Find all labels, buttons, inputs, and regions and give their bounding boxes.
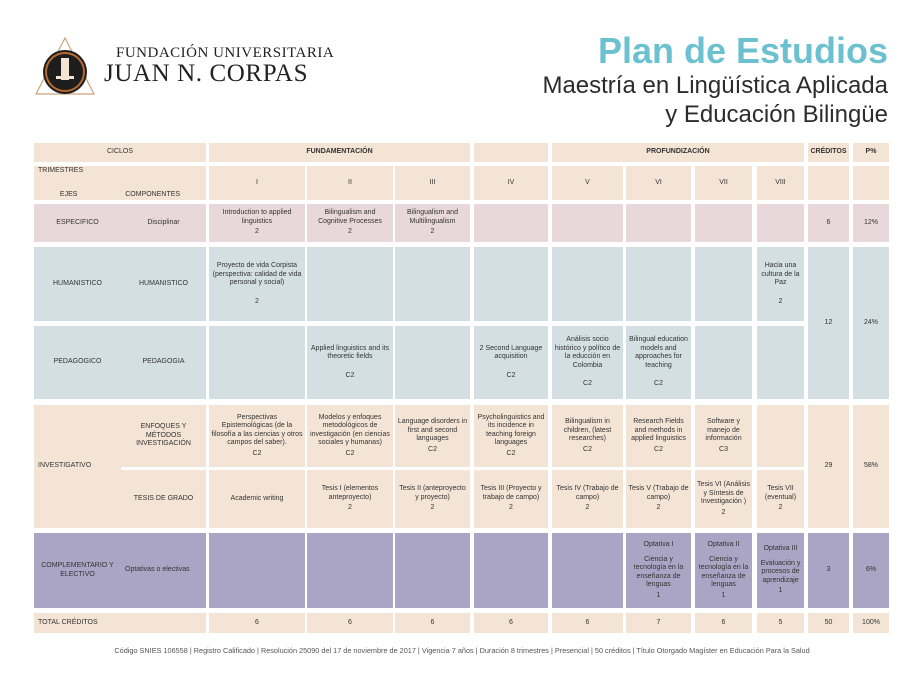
org-name-line1: FUNDACIÓN UNIVERSITARIA: [116, 45, 335, 61]
course-name: Tesis V (Trabajo de campo): [628, 485, 689, 501]
componente-enfoques: [121, 405, 206, 467]
page-title: Plan de Estudios: [597, 30, 888, 71]
header-profundizacion: [552, 143, 804, 162]
total-value: 6: [509, 618, 513, 626]
course-cell: [307, 247, 393, 321]
course-cell: [626, 204, 691, 242]
course-credit: 2: [778, 504, 783, 512]
componente-label: ENFOQUES Y MÉTODOS INVESTIGACIÓN: [136, 423, 191, 448]
course-cell: [695, 326, 752, 399]
eje-label: INVESTIGATIVO: [38, 462, 92, 470]
total-value-cell: [209, 613, 305, 633]
course-cell: [395, 247, 470, 321]
course-name: Bilingualism and Multilingualism: [407, 209, 458, 225]
header-ciclos: [34, 143, 206, 162]
course-cell: [307, 405, 393, 467]
course-credit: 2: [430, 504, 435, 512]
percent-value: 12%: [863, 218, 878, 226]
header-trimestres: [34, 166, 206, 200]
course-cell: [474, 326, 548, 399]
course-credit: C2: [654, 445, 663, 453]
course-cell: [757, 470, 804, 528]
eje-especifico: [34, 204, 121, 242]
course-name: Tesis I (elementos anteproyecto): [321, 485, 379, 501]
percent-value: 6%: [865, 566, 877, 574]
course-cell: [757, 533, 804, 608]
course-cell: [474, 533, 548, 608]
org-name-line2: JUAN N. CORPAS: [104, 60, 309, 87]
course-cell: [626, 326, 691, 399]
complementario-creditos: [808, 533, 849, 608]
course-cell: [757, 204, 804, 242]
course-name: Software y manejo de información: [705, 418, 742, 442]
trimestre-percent-blank: [853, 166, 889, 200]
course-name: Tesis VI (Análisis y Síntesis de Investigación ): [697, 481, 750, 505]
total-creditos: [808, 613, 849, 633]
componente-humanistico: [121, 247, 206, 321]
course-credit: 2: [778, 297, 783, 305]
course-name: Research Fields and methods in applied linguistics: [631, 418, 686, 442]
trimestre-creditos-blank: [808, 166, 849, 200]
course-cell: [209, 405, 305, 467]
course-cell: [552, 326, 623, 399]
total-label: TOTAL CRÉDITOS: [38, 618, 98, 626]
creditos-value: 50: [824, 618, 833, 626]
course-cell: [552, 204, 623, 242]
eje-investigativo: [34, 405, 121, 528]
componente-pedagogia: [121, 326, 206, 399]
course-cell: [552, 533, 623, 608]
trimestre-label: V: [585, 178, 590, 186]
trimestre-header: [626, 166, 691, 200]
course-name: Introduction to applied linguistics: [222, 209, 292, 225]
eje-complementario: [34, 533, 121, 608]
course-title: Optativa III: [763, 545, 798, 553]
course-credit: 2: [255, 297, 259, 305]
course-cell: [209, 204, 305, 242]
total-value: 6: [585, 618, 590, 626]
course-name: Psycholinguistics and its incidence in teaching foreign languages: [477, 413, 545, 447]
course-name: 2 Second Language acquisition: [479, 344, 543, 361]
course-cell: [757, 405, 804, 467]
header-gap: [474, 143, 548, 162]
course-cell: [395, 533, 470, 608]
especifico-creditos: [808, 204, 849, 242]
course-credit: 2: [721, 508, 726, 516]
trimestre-header: [474, 166, 548, 200]
course-cell: [209, 533, 305, 608]
course-credit: 2: [348, 504, 352, 512]
header-percent: [853, 143, 889, 162]
course-cell: [307, 326, 393, 399]
eje-label: PEDAGOGICO: [53, 358, 102, 366]
course-cell: [474, 247, 548, 321]
trimestre-header: [695, 166, 752, 200]
course-cell: [757, 326, 804, 399]
total-value-cell: [395, 613, 470, 633]
eje-label: COMPLEMENTARIO Y ELECTIVO: [41, 562, 114, 578]
course-name: Bilingualism and Cognitive Processes: [318, 209, 382, 225]
total-value: 7: [656, 618, 661, 626]
total-value: 6: [255, 618, 259, 626]
creditos-value: 3: [826, 566, 831, 574]
trimestre-header: [209, 166, 305, 200]
ciclos-label: CICLOS: [106, 148, 134, 156]
course-name: Tesis II (anteproyecto y proyecto): [399, 485, 466, 501]
eje-humanistico: [34, 247, 121, 321]
course-cell: [395, 405, 470, 467]
complementario-percent: [853, 533, 889, 608]
course-title: Optativa II: [707, 541, 740, 548]
course-credit: C2: [345, 371, 355, 379]
trimestre-label: IV: [507, 178, 515, 186]
course-name: Hacia una cultura de la Paz: [761, 262, 800, 286]
total-value-cell: [695, 613, 752, 633]
course-credit: C2: [583, 380, 592, 388]
course-name: Tesis III (Proyecto y trabajo de campo): [480, 485, 542, 501]
total-label-cell: [34, 613, 206, 633]
trimestre-header: [395, 166, 470, 200]
course-cell: [307, 533, 393, 608]
course-credit: C2: [506, 371, 516, 379]
course-cell: [307, 470, 393, 528]
course-name: Tesis VII (eventual): [764, 485, 797, 501]
course-cell: [695, 405, 752, 467]
header-creditos: [808, 143, 849, 162]
componente-label: HUMANISTICO: [139, 279, 188, 287]
course-name: Ciencia y tecnología en la enseñanza de lenguas: [633, 555, 684, 588]
course-cell: [307, 204, 393, 242]
trimestre-header: [552, 166, 623, 200]
componente-optativas: [121, 533, 206, 608]
course-cell: [626, 533, 691, 608]
course-cell: [209, 470, 305, 528]
course-cell: [209, 326, 305, 399]
creditos-value: 12: [824, 318, 833, 326]
course-credit: 2: [348, 228, 352, 236]
eje-pedagogico: [34, 326, 121, 399]
course-credit: 2: [656, 504, 661, 512]
course-credit: C2: [506, 449, 516, 457]
total-value-cell: [552, 613, 623, 633]
page-subtitle-line1: Maestría en Lingüística Aplicada: [542, 72, 888, 99]
course-credit: 2: [585, 504, 590, 512]
course-credit: 1: [778, 587, 783, 595]
course-credit: 2: [430, 228, 435, 236]
course-name: Language disorders in first and second languages: [397, 418, 468, 442]
course-name: Evaluación y procesos de aprendizaje: [760, 559, 801, 584]
trimestre-label: III: [429, 178, 436, 186]
especifico-percent: [853, 204, 889, 242]
percent-value: 58%: [863, 462, 878, 470]
course-cell: [552, 405, 623, 467]
total-value-cell: [474, 613, 548, 633]
course-cell: [395, 326, 470, 399]
componente-label: TESIS DE GRADO: [133, 494, 194, 502]
componente-label: Disciplinar: [147, 218, 180, 226]
profundizacion-label: PROFUNDIZACIÓN: [646, 148, 710, 156]
course-credit: C2: [252, 449, 262, 457]
footer-info: Código SNIES 106558 | Registro Calificado | Resolución 25090 del 17 de noviembre de 2017 | Vigencia 7 años | Duración 8 trimestres | Presencial | 50 créditos | Título Otorgado Magíster en Educación Para la Salud: [114, 646, 810, 655]
componentes-label: COMPONENTES: [125, 190, 181, 198]
creditos-value: 6: [826, 218, 831, 226]
componente-label: PEDAGOGIA: [142, 358, 185, 366]
course-name: Bilingualism in children, (latest researches): [563, 418, 612, 442]
course-cell: [626, 470, 691, 528]
course-title: Optativa I: [643, 541, 674, 548]
course-cell: [552, 247, 623, 321]
course-cell: [626, 405, 691, 467]
course-credit: 1: [656, 591, 661, 599]
course-cell: [757, 247, 804, 321]
trimestre-label: VII: [719, 178, 728, 186]
trimestre-label: I: [256, 178, 258, 186]
total-value: 5: [778, 618, 783, 626]
total-value: 6: [348, 618, 352, 626]
page-subtitle-line2: y Educación Bilingüe: [665, 101, 888, 128]
total-value: 6: [430, 618, 435, 626]
course-credit: C2: [428, 445, 437, 453]
course-credit: C2: [583, 445, 592, 453]
componente-tesis: [121, 470, 206, 528]
header-fundamentacion: [209, 143, 470, 162]
course-cell: [474, 470, 548, 528]
trimestre-header: [757, 166, 804, 200]
course-cell: [695, 204, 752, 242]
course-credit: 2: [509, 504, 513, 512]
course-name: Ciencia y tecnología en la enseñanza de lenguas: [698, 555, 749, 588]
creditos-label: CRÉDITOS: [810, 148, 847, 156]
ejes-label: EJES: [59, 190, 78, 198]
course-credit: 2: [255, 228, 259, 236]
trimestre-header: [307, 166, 393, 200]
course-name: Academic writing: [230, 494, 284, 502]
course-credit: 1: [721, 591, 726, 599]
course-credit: C3: [719, 445, 728, 453]
trimestre-label: VI: [655, 178, 662, 186]
percent-value: 24%: [863, 318, 878, 326]
total-value: 6: [721, 618, 726, 626]
percent-label: P%: [865, 148, 877, 156]
course-cell: [695, 247, 752, 321]
course-cell: [474, 204, 548, 242]
course-name: Applied linguistics and its theoretic fields: [310, 344, 390, 361]
componente-disciplinar: [121, 204, 206, 242]
trimestre-label: II: [348, 178, 352, 186]
total-value-cell: [307, 613, 393, 633]
course-name: Bilingual education models and approaches for teaching: [629, 336, 688, 369]
total-value-cell: [626, 613, 691, 633]
course-name: Perspectivas Epistemológicas (de la filosofía a las ciencias y otros campos del saber).: [211, 413, 303, 447]
hum-ped-creditos: [808, 247, 849, 399]
investigativo-percent: [853, 405, 889, 528]
course-cell: [395, 470, 470, 528]
course-cell: [474, 405, 548, 467]
total-value-cell: [757, 613, 804, 633]
course-cell: [395, 204, 470, 242]
course-cell: [209, 247, 305, 321]
componente-label: Optativas o electivas: [125, 566, 190, 574]
total-percent: [853, 613, 889, 633]
course-credit: C2: [345, 449, 355, 457]
trimestre-label: VIII: [775, 178, 786, 186]
course-cell: [626, 247, 691, 321]
course-name: Análisis socio histórico y político de la educción en Colombia: [554, 336, 621, 369]
creditos-value: 29: [824, 462, 833, 470]
course-cell: [695, 470, 752, 528]
trimestres-label: TRIMESTRES: [38, 167, 84, 174]
percent-value: 100%: [862, 618, 880, 626]
course-cell: [552, 470, 623, 528]
course-credit: C2: [654, 380, 663, 388]
eje-label: HUMANISTICO: [53, 279, 102, 287]
fundamentacion-label: FUNDAMENTACIÓN: [306, 148, 373, 156]
hum-ped-percent: [853, 247, 889, 399]
course-name: Modelos y enfoques metodológicos de investigación (en ciencias sociales y humanas): [310, 413, 390, 447]
investigativo-creditos: [808, 405, 849, 528]
course-cell: [695, 533, 752, 608]
eje-label: ESPECIFICO: [56, 218, 99, 226]
course-name: Proyecto de vida Corpista (perspectiva: calidad de vida personal y social): [212, 262, 302, 286]
course-name: Tesis IV (Trabajo de campo): [556, 485, 619, 501]
